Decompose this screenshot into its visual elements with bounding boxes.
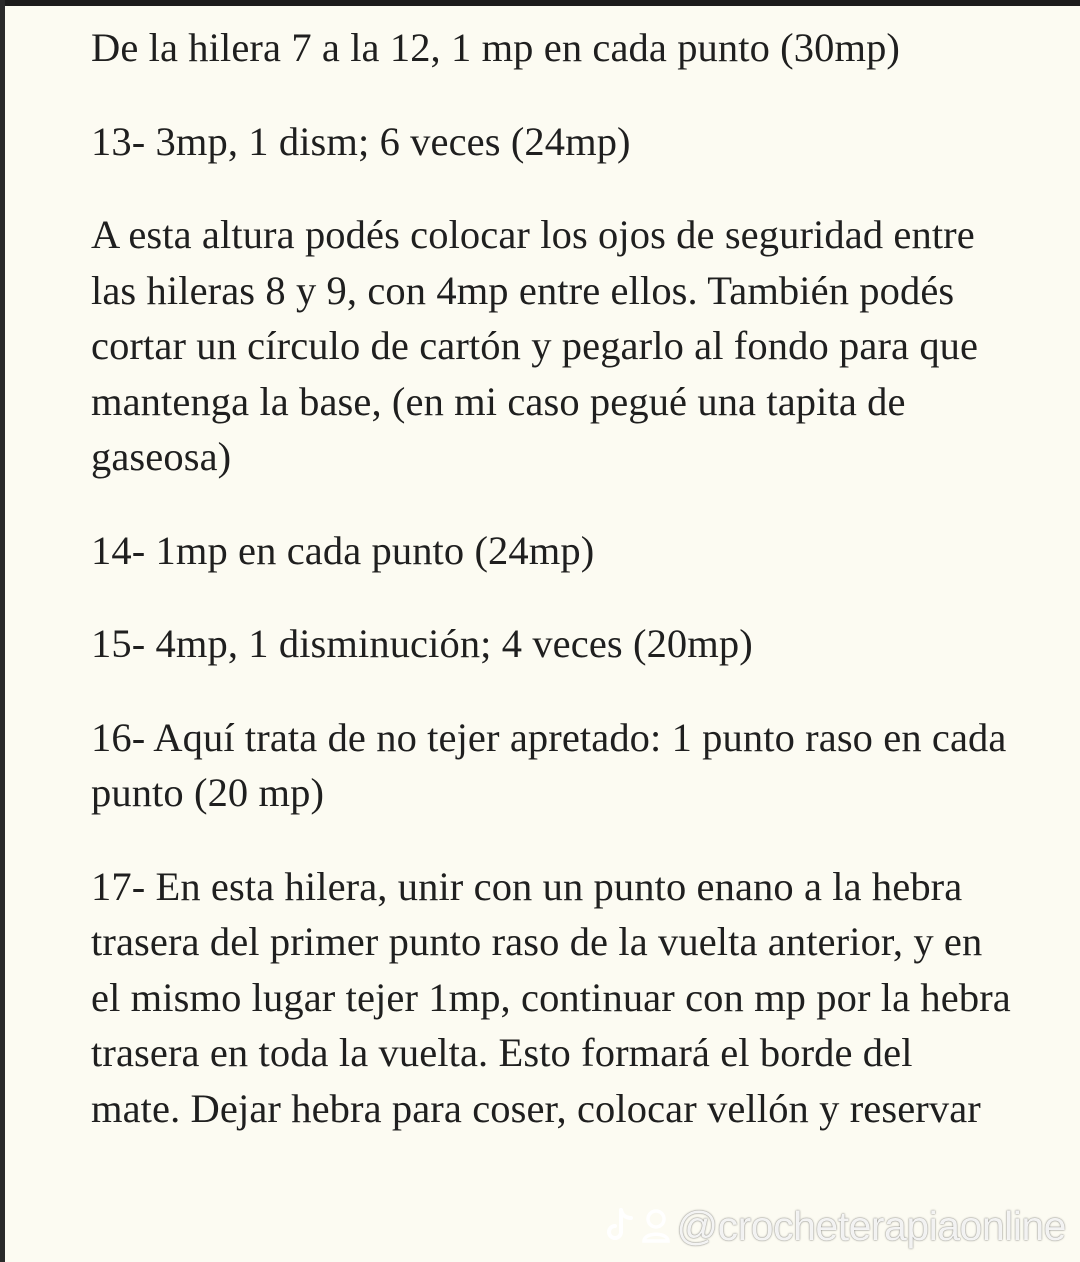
paragraph-safety-eyes-note: A esta altura podés colocar los ojos de seguridad entre las hileras 8 y 9, con 4mp entre ellos. También podés cortar un círculo de cartón y pegarlo al fondo para que mantenga la base, (en mi caso pegué una tapita de gaseosa) <box>91 212 979 479</box>
paragraph-rows-7-12: De la hilera 7 a la 12, 1 mp en cada punto (30mp) <box>91 25 901 70</box>
tiktok-icon <box>605 1208 635 1244</box>
paragraph-row-14: 14- 1mp en cada punto (24mp) <box>91 527 595 573</box>
top-border <box>0 0 1080 6</box>
paragraph-row-16: 16- Aquí trata de no tejer apretado: 1 punto raso en cada punto (20 mp) <box>91 714 1007 815</box>
watermark-handle: @crocheterapiaonline <box>676 1202 1066 1249</box>
paragraph-row-17: 17- En esta hilera, unir con un punto enano a la hebra trasera del primer punto raso de la vuelta anterior, y en el mismo lugar tejer 1mp, continuar con mp por la hebra trasera en toda la vuelta. Esto formará el borde del mate. Dejar hebra para coser, colocar vellón y reservar <box>91 863 1011 1131</box>
user-icon <box>641 1208 671 1244</box>
watermark <box>605 1200 1066 1252</box>
left-border <box>0 0 5 1262</box>
paragraph-row-15: 15- 4mp, 1 disminución; 4 veces (20mp) <box>91 621 753 666</box>
paragraph-row-13: 13- 3mp, 1 dism; 6 veces (24mp) <box>91 118 631 164</box>
document-body <box>91 20 1051 1174</box>
